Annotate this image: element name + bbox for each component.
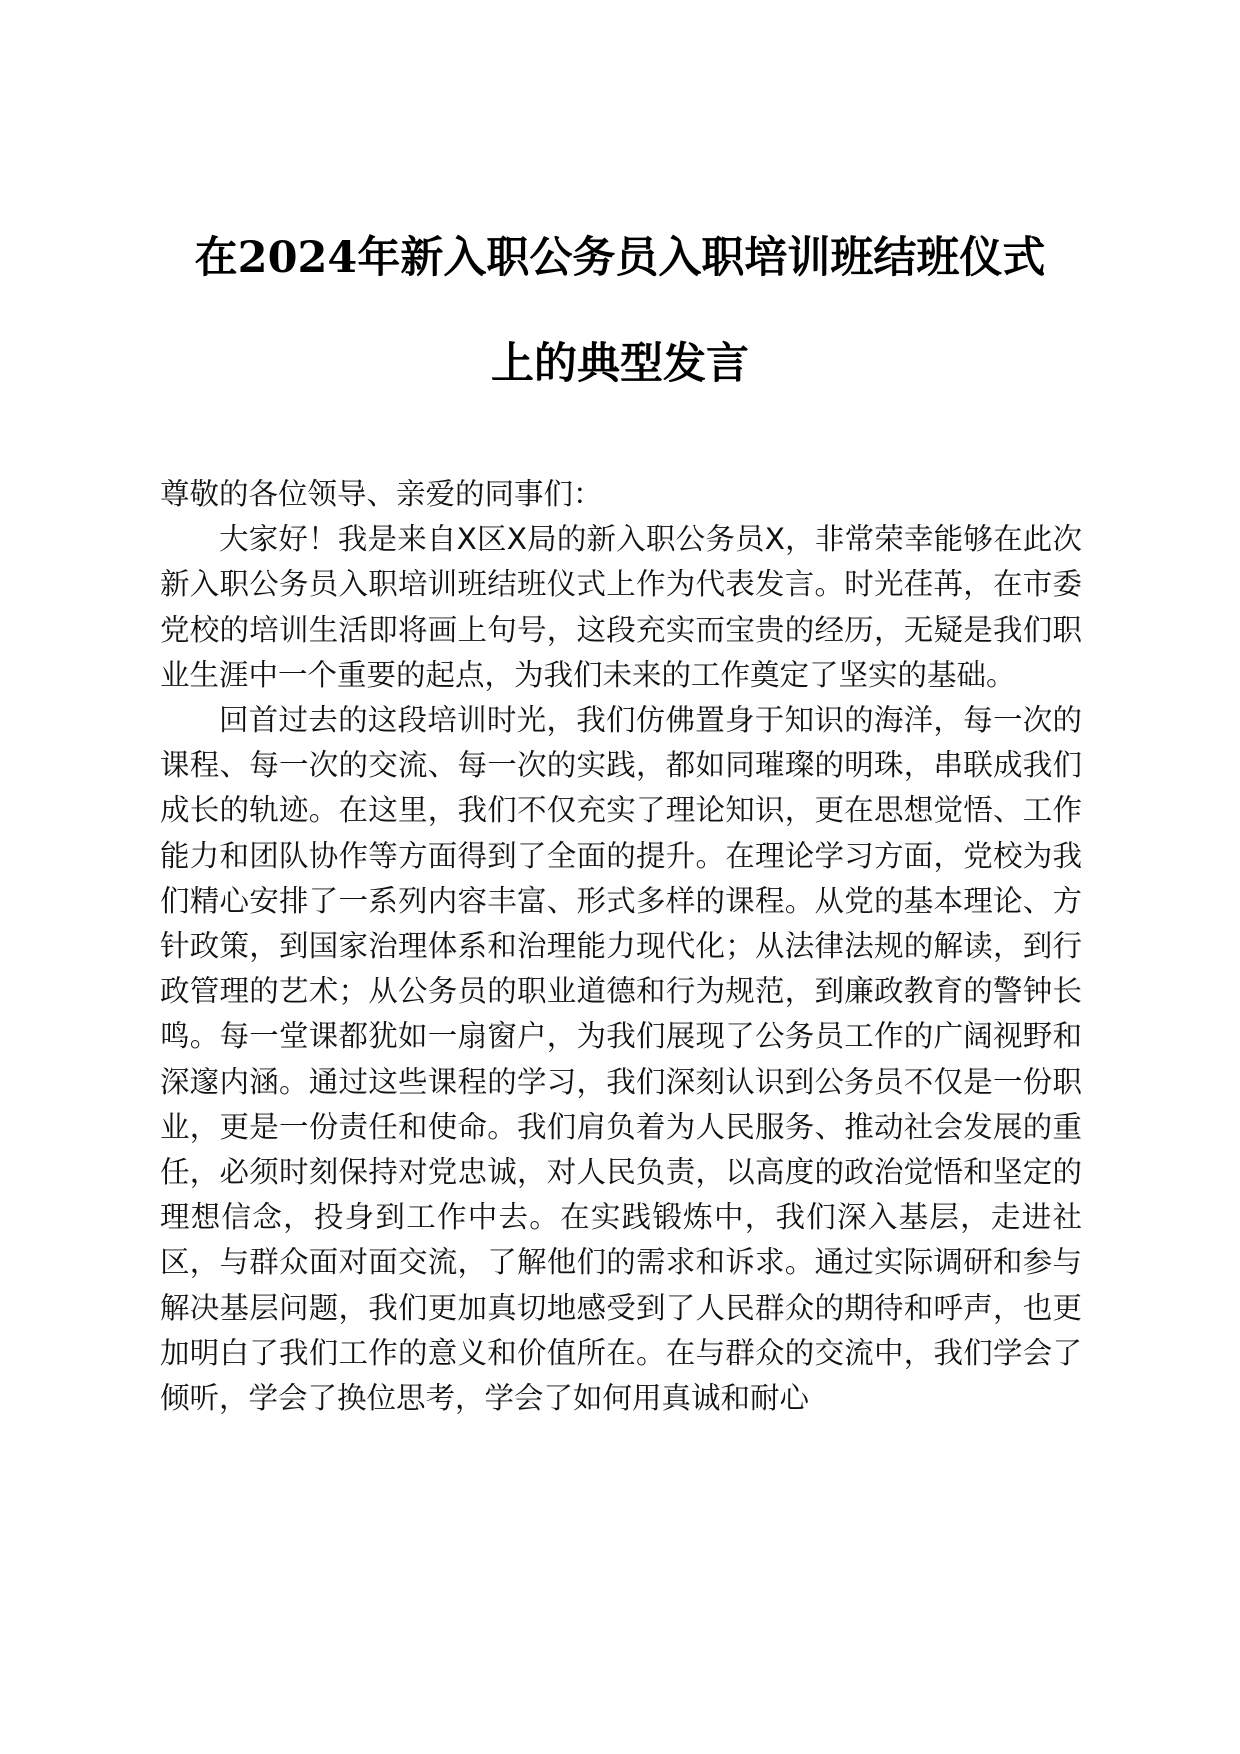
document-body <box>160 472 1082 1421</box>
document-title-line-2: 上的典型发言 <box>491 339 749 389</box>
paragraph-2: 回首过去的这段培训时光，我们仿佛置身于知识的海洋，每一次的课程、每一次的交流、每一次的实践，都如同璀璨的明珠，串联成我们成长的轨迹。在这里，我们不仅充实了理论知识，更在思想觉悟、工作能力和团队协作等方面得到了全面的提升。在理论学习方面，党校为我们精心安排了一系列内容丰富、形式多样的课程。从党的基本理论、方针政策，到国家治理体系和治理能力现代化；从法律法规的解读，到行政管理的艺术；从公务员的职业道德和行为规范，到廉政教育的警钟长鸣。每一堂课都犹如一扇窗户，为我们展现了公务员工作的广阔视野和深邃内涵。通过这些课程的学习，我们深刻认识到公务员不仅是一份职业，更是一份责任和使命。我们肩负着为人民服务、推动社会发展的重任，必须时刻保持对党忠诚，对人民负责，以高度的政治觉悟和坚定的理想信念，投身到工作中去。在实践锻炼中，我们深入基层，走进社区，与群众面对面交流，了解他们的需求和诉求。通过实际调研和参与解决基层问题，我们更加真切地感受到了人民群众的期待和呼声，也更加明白了我们工作的意义和价值所在。在与群众的交流中，我们学会了倾听，学会了换位思考，学会了如何用真诚和耐心 <box>160 703 1082 1416</box>
document-title-line-1: 在2024年新入职公务员入职培训班结班仪式 <box>194 233 1046 283</box>
paragraph-1: 大家好！我是来自X区X局的新入职公务员X，非常荣幸能够在此次新入职公务员入职培训班结班仪式上作为代表发言。时光荏苒，在市委党校的培训生活即将画上句号，这段充实而宝贵的经历，无疑是我们职业生涯中一个重要的起点，为我们未来的工作奠定了坚实的基础。 <box>160 522 1082 692</box>
salutation: 尊敬的各位领导、亲爱的同事们： <box>160 477 603 511</box>
